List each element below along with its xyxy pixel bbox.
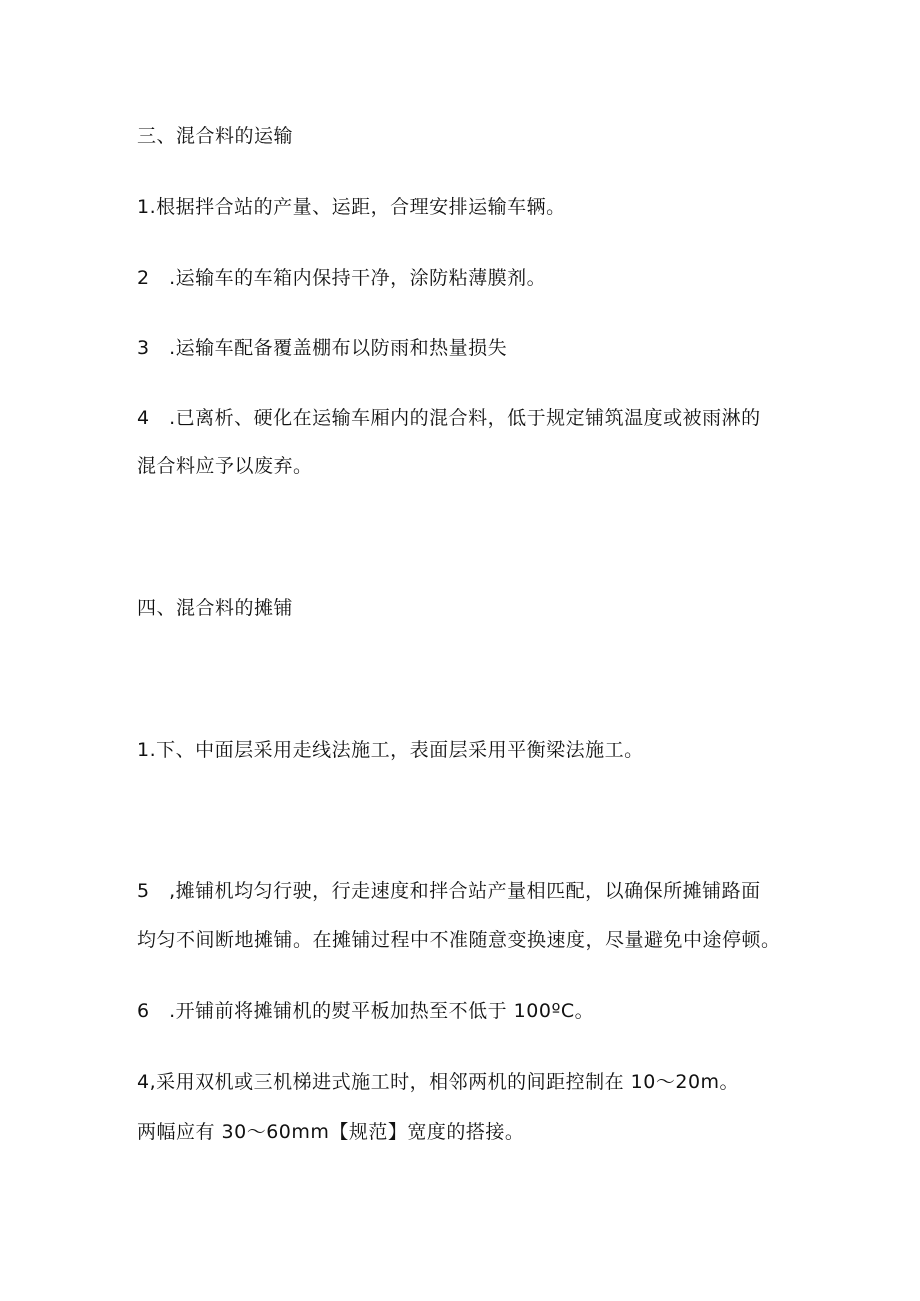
item-number: 1. (137, 196, 157, 218)
item-number: 5 , (137, 880, 176, 902)
item-text: 根据拌合站的产量、运距，合理安排运输车辆。 (156, 196, 566, 218)
section-4-title: 四、混合料的摊铺 (137, 597, 294, 619)
section-3-title: 三、混合料的运输 (137, 125, 294, 147)
section-4-item-4-continuation: 两幅应有 30～60mm【规范】宽度的搭接。 (137, 1121, 525, 1143)
item-text: 下、中面层采用走线法施工，表面层采用平衡梁法施工。 (156, 739, 644, 761)
item-number: 3 . (137, 337, 176, 359)
section-3-item-2 (137, 266, 546, 290)
section-3-item-4 (137, 406, 761, 430)
item-text: 运输车配备覆盖棚布以防雨和热量损失 (175, 337, 508, 359)
section-4-item-6 (137, 999, 594, 1023)
section-3-item-3 (137, 336, 507, 360)
item-text: 采用双机或三机梯进式施工时，相邻两机的间距控制在 10～20m。 (156, 1071, 740, 1093)
section-3-item-4-continuation: 混合料应予以废弃。 (137, 455, 313, 477)
section-4-item-4 (137, 1070, 739, 1094)
section-3-item-1 (137, 195, 566, 219)
section-4-item-1 (137, 738, 644, 762)
item-number: 6 . (137, 1000, 176, 1022)
item-number: 4 . (137, 407, 176, 429)
item-text: 摊铺机均匀行驶，行走速度和拌合站产量相匹配，以确保所摊铺路面 (175, 880, 761, 902)
item-text: 开铺前将摊铺机的熨平板加热至不低于 100ºC。 (175, 1000, 595, 1022)
section-4-item-5 (137, 879, 761, 903)
item-number: 1. (137, 739, 157, 761)
item-text: 已离析、硬化在运输车厢内的混合料，低于规定铺筑温度或被雨淋的 (175, 407, 761, 429)
item-text: 运输车的车箱内保持干净，涂防粘薄膜剂。 (175, 267, 547, 289)
section-4-item-5-continuation: 均匀不间断地摊铺。在摊铺过程中不准随意变换速度，尽量避免中途停顿。 (137, 929, 781, 951)
item-number: 2 . (137, 267, 176, 289)
item-number: 4, (137, 1071, 157, 1093)
